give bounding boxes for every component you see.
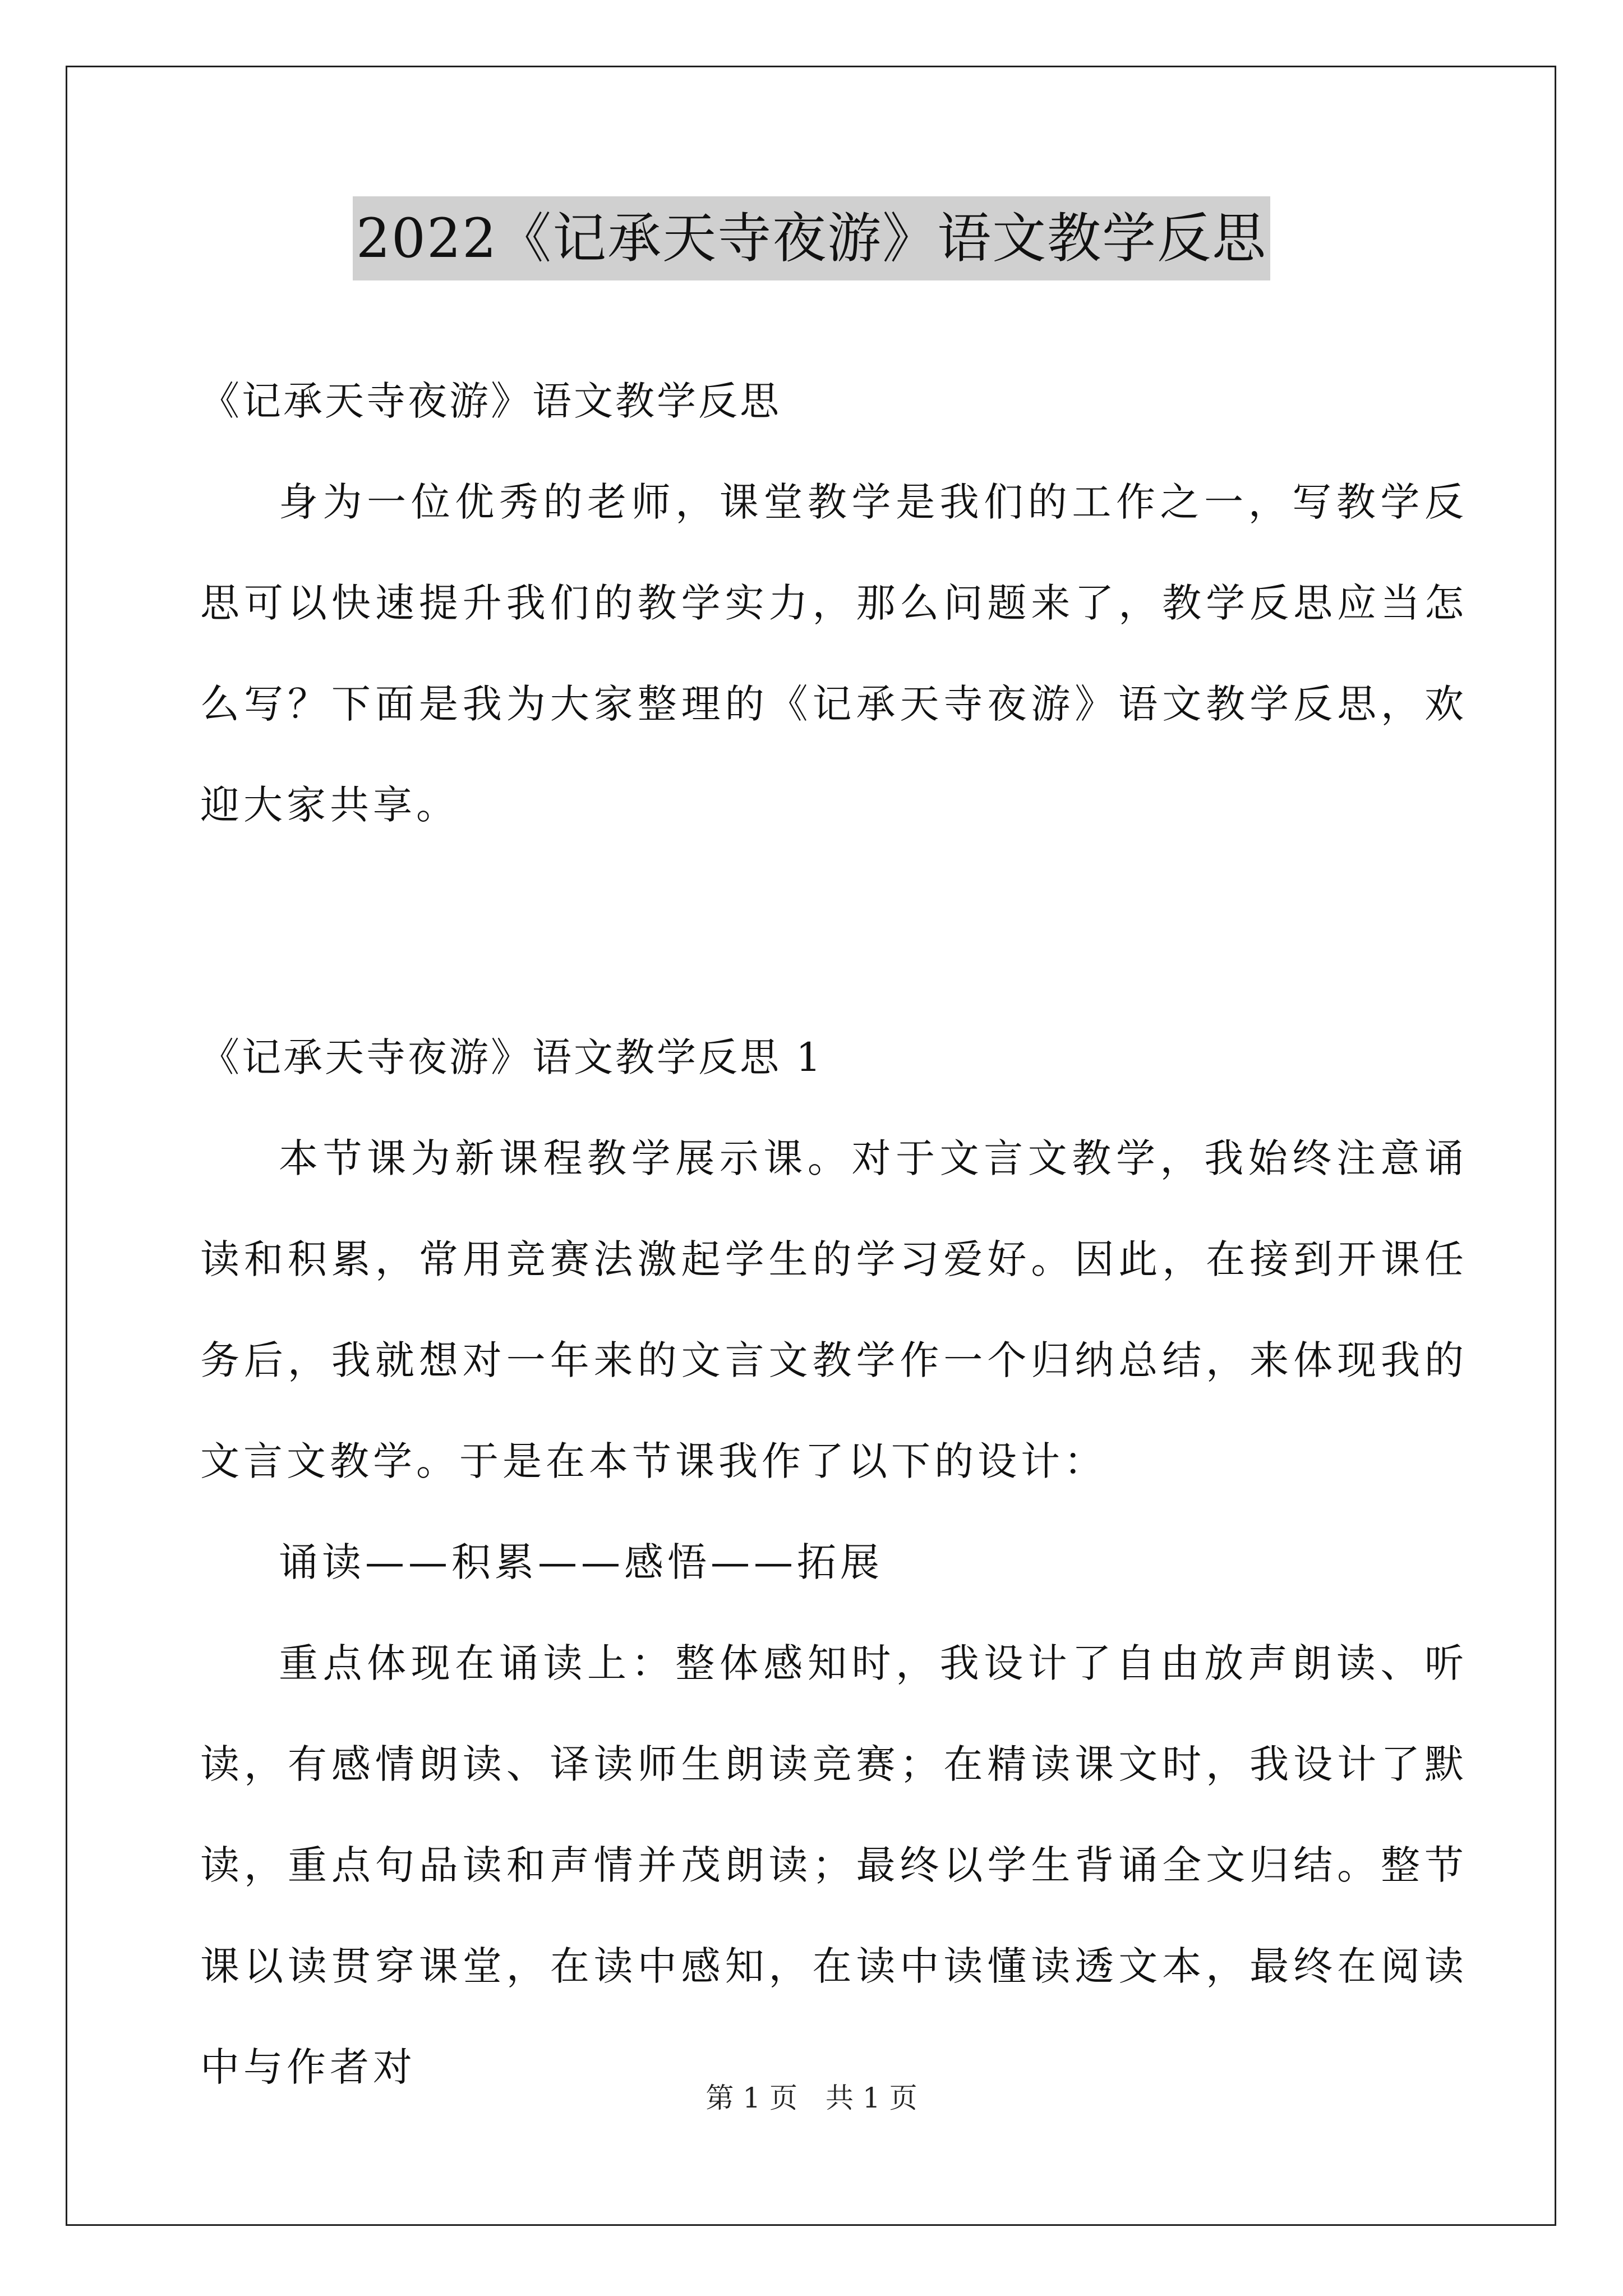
document-body: [200, 351, 1468, 2118]
document-title: 2022《记承天寺夜游》语文教学反思: [353, 196, 1270, 280]
section-paragraph-2: 诵读——积累——感悟——拓展: [279, 1539, 883, 1585]
section-paragraph-3: 重点体现在诵读上：整体感知时，我设计了自由放声朗读、听读，有感情朗读、译读师生朗读竞赛；在精读课文时，我设计了默读，重点句品读和声情并茂朗读；最终以学生背诵全文归结。整节课以读贯穿课堂，在读中感知，在读中读懂读透文本，最终在阅读中与作者对: [200, 1640, 1468, 2090]
page-total: 共 1 页: [826, 2082, 917, 2114]
intro-paragraph: 身为一位优秀的老师，课堂教学是我们的工作之一，写教学反思可以快速提升我们的教学实力，那么问题来了，教学反思应当怎么写？下面是我为大家整理的《记承天寺夜游》语文教学反思，欢迎大家共享。: [200, 479, 1468, 828]
page-number: 第 1 页: [706, 2082, 797, 2114]
title-wrapper: [0, 196, 1623, 280]
document-subtitle: 《记承天寺夜游》语文教学反思: [200, 378, 781, 424]
section-paragraph-1: 本节课为新课程教学展示课。对于文言文教学，我始终注意诵读和积累，常用竞赛法激起学生的学习爱好。因此，在接到开课任务后，我就想对一年来的文言文教学作一个归纳总结，来体现我的文言文教学。于是在本节课我作了以下的设计：: [200, 1135, 1468, 1484]
page-footer: [0, 2078, 1623, 2118]
section-heading: 《记承天寺夜游》语文教学反思 1: [200, 1034, 823, 1080]
section-gap: [200, 855, 1468, 1007]
